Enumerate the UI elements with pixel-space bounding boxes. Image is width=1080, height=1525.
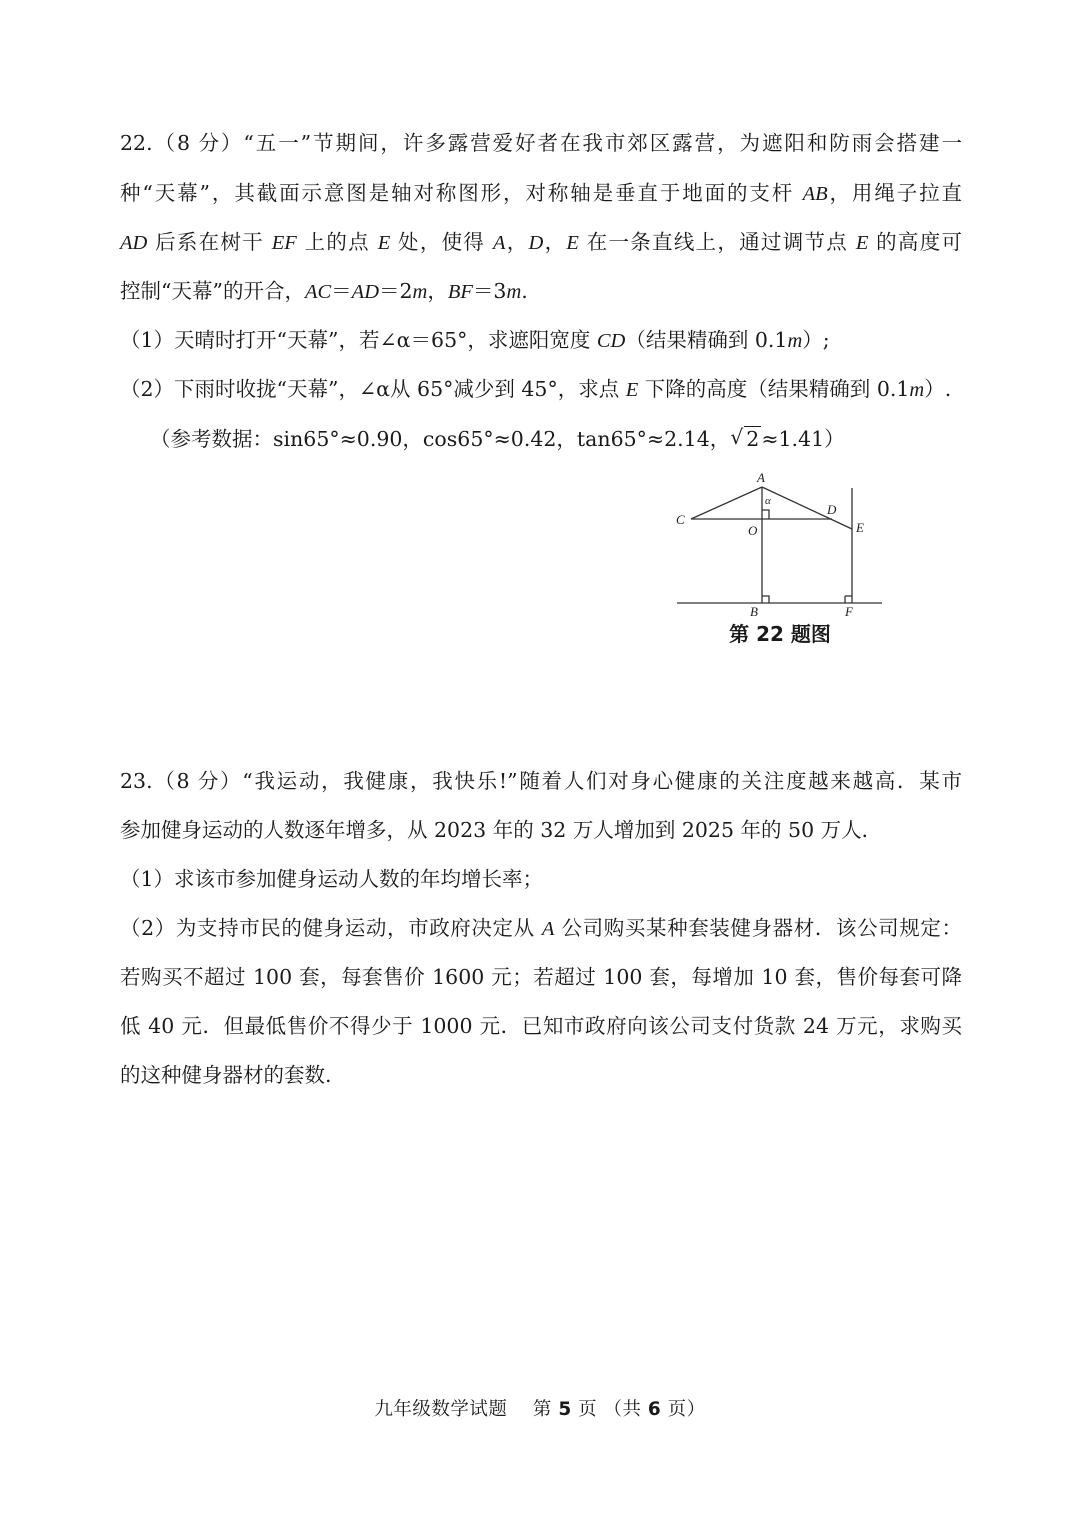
p23-part-2: （2）为支持市民的健身运动，市政府决定从 A 公司购买某种套装健身器材．该公司规定：: [120, 916, 963, 940]
p23-line-5: 若购买不超过 100 套，每套售价 1600 元；若超过 100 套，每增加 10 套，售价每套可降: [120, 965, 962, 989]
label-alpha: α: [765, 495, 771, 507]
p23-line-1: 23.（8 分）“我运动，我健康，我快乐!”随着人们对身心健康的关注度越来越高．某市: [120, 769, 962, 793]
p22-line-4: 控制“天幕”的开合，AC＝AD＝2m，BF＝3m.: [120, 279, 528, 303]
label-a: A: [757, 470, 765, 485]
p22-part-2: （2）下雨时收拢“天幕”，∠α从 65°减少到 45°，求点 E 下降的高度（结果精确到 0.1m）.: [120, 377, 952, 401]
p22-figure: [670, 468, 890, 628]
label-e: E: [856, 520, 864, 535]
p22-line-1: 22.（8 分）“五一”节期间，许多露营爱好者在我市郊区露营，为遮阳和防雨会搭建一: [120, 131, 962, 155]
label-b: B: [750, 604, 758, 619]
p22-line-2: 种“天幕”，其截面示意图是轴对称图形，对称轴是垂直于地面的支杆 AB，用绳子拉直: [120, 181, 963, 205]
label-o: O: [748, 523, 758, 538]
p23-line-6: 低 40 元．但最低售价不得少于 1000 元．已知市政府向该公司支付货款 24 万元，求购买: [120, 1014, 962, 1038]
label-d: D: [827, 502, 837, 517]
label-f: F: [845, 604, 853, 619]
p22-part-1: （1）天晴时打开“天幕”，若∠α＝65°，求遮阳宽度 CD（结果精确到 0.1m）;: [120, 328, 830, 352]
figure-caption: 第 22 题图: [729, 622, 831, 646]
p22-reference-data: （参考数据：sin65°≈0.90，cos65°≈0.42，tan65°≈2.14， √ 2≈1.41）: [150, 424, 992, 454]
label-c: C: [676, 512, 685, 527]
rope-ae: [762, 487, 852, 529]
sqrt-sign-icon: √: [730, 425, 744, 449]
p22-line-3: AD 后系在树干 EF 上的点 E 处，使得 A，D，E 在一条直线上，通过调节点 E 的高度可: [120, 230, 962, 254]
sqrt-two: √ 2: [730, 424, 761, 454]
rope-ac: [691, 487, 762, 519]
right-angle-o: [762, 510, 769, 519]
p23-line-2: 参加健身运动的人数逐年增多，从 2023 年的 32 万人增加到 2025 年的 50 万人．: [120, 818, 883, 842]
p23-line-7: 的这种健身器材的套数.: [120, 1063, 332, 1087]
page-footer: 九年级数学试题 第 5 页 （共 6 页）: [374, 1399, 706, 1420]
p23-part-1: （1）求该市参加健身运动人数的年均增长率；: [120, 867, 544, 891]
right-angle-b: [762, 596, 769, 603]
